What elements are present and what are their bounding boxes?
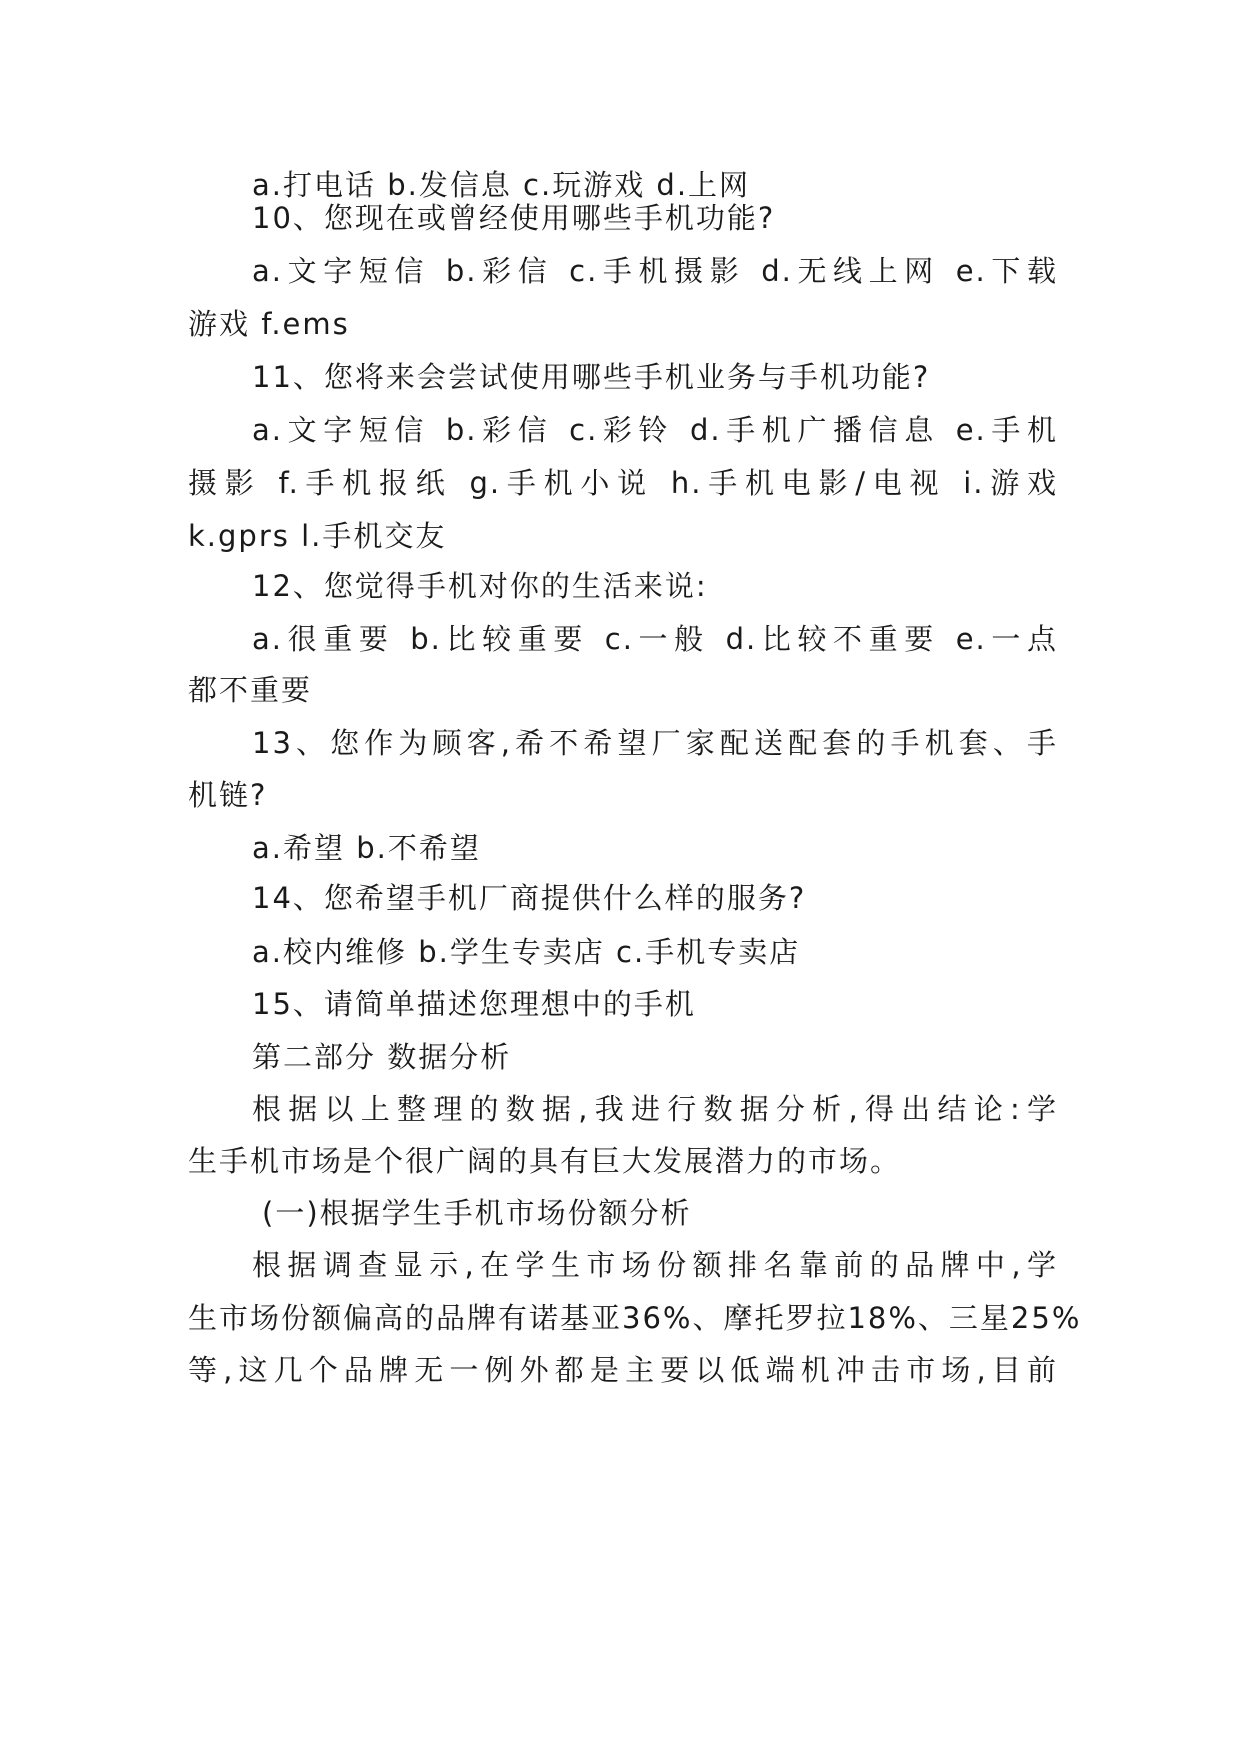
answer-options-q11-line3: k.gprs l.手机交友	[188, 519, 447, 553]
question-11: 11、您将来会尝试使用哪些手机业务与手机功能?	[252, 360, 931, 394]
paragraph-market-share-line3: 等,这几个品牌无一例外都是主要以低端机冲击市场,目前	[188, 1353, 1058, 1387]
question-14: 14、您希望手机厂商提供什么样的服务?	[252, 881, 807, 915]
question-15: 15、请简单描述您理想中的手机	[252, 987, 696, 1021]
answer-options-q12-line1: a.很重要 b.比较重要 c.一般 d.比较不重要 e.一点	[252, 622, 1058, 656]
answer-options-q11-line1: a.文字短信 b.彩信 c.彩铃 d.手机广播信息 e.手机	[252, 413, 1058, 447]
paragraph-conclusion-line1: 根据以上整理的数据,我进行数据分析,得出结论:学	[252, 1092, 1058, 1126]
paragraph-market-share-line1: 根据调查显示,在学生市场份额排名靠前的品牌中,学	[252, 1248, 1058, 1282]
answer-options-q9: a.打电话 b.发信息 c.玩游戏 d.上网	[252, 168, 751, 202]
answer-options-q12-line2: 都不重要	[188, 673, 313, 707]
answer-options-q14: a.校内维修 b.学生专卖店 c.手机专卖店	[252, 935, 801, 969]
question-12: 12、您觉得手机对你的生活来说:	[252, 569, 708, 603]
answer-options-q10-line2: 游戏 f.ems	[188, 307, 350, 341]
paragraph-market-share-line2: 生市场份额偏高的品牌有诺基亚36%、摩托罗拉18%、三星25%	[188, 1301, 1082, 1335]
answer-options-q13: a.希望 b.不希望	[252, 831, 481, 865]
paragraph-conclusion-line2: 生手机市场是个很广阔的具有巨大发展潜力的市场。	[188, 1144, 902, 1178]
answer-options-q10-line1: a.文字短信 b.彩信 c.手机摄影 d.无线上网 e.下载	[252, 254, 1058, 288]
section-heading-part-two: 第二部分 数据分析	[252, 1040, 512, 1074]
question-10: 10、您现在或曾经使用哪些手机功能?	[252, 201, 776, 235]
answer-options-q11-line2: 摄影 f.手机报纸 g.手机小说 h.手机电影/电视 i.游戏	[188, 466, 1058, 500]
question-13-line2: 机链?	[188, 778, 268, 812]
subsection-heading-market-share: (一)根据学生手机市场份额分析	[262, 1196, 692, 1230]
question-13-line1: 13、您作为顾客,希不希望厂家配送配套的手机套、手	[252, 726, 1058, 760]
